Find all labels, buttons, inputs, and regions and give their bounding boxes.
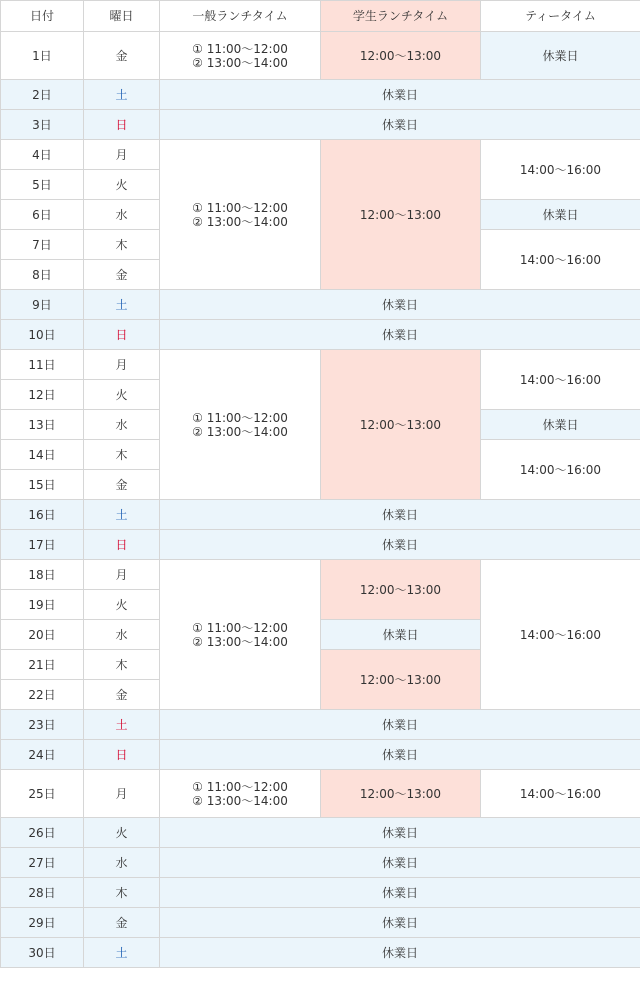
- date-cell: 26日: [1, 818, 84, 848]
- weekday-cell: 火: [84, 170, 160, 200]
- closed-cell: 休業日: [160, 710, 640, 740]
- closed-cell: 休業日: [160, 290, 640, 320]
- date-cell: 3日: [1, 110, 84, 140]
- weekday-cell: 金: [84, 680, 160, 710]
- table-row: [1, 560, 640, 590]
- date-cell: 1日: [1, 32, 84, 80]
- date-cell: 20日: [1, 620, 84, 650]
- weekday-cell: 火: [84, 818, 160, 848]
- date-cell: 13日: [1, 410, 84, 440]
- student-lunch-cell: 12:00〜13:00: [321, 350, 481, 500]
- table-row: [1, 710, 640, 740]
- table-row: [1, 32, 640, 80]
- date-cell: 30日: [1, 938, 84, 968]
- closed-cell: 休業日: [160, 740, 640, 770]
- date-cell: 23日: [1, 710, 84, 740]
- date-cell: 5日: [1, 170, 84, 200]
- tea-time-closed-cell: 休業日: [481, 32, 640, 80]
- table-row: [1, 350, 640, 380]
- tea-time-cell: 14:00〜16:00: [481, 770, 640, 818]
- weekday-cell: 月: [84, 350, 160, 380]
- student-lunch-cell: 12:00〜13:00: [321, 770, 481, 818]
- weekday-cell: 水: [84, 848, 160, 878]
- date-cell: 14日: [1, 440, 84, 470]
- weekday-cell: 火: [84, 380, 160, 410]
- general-slot-2: ② 13:00〜14:00: [192, 634, 288, 649]
- table-row: [1, 770, 640, 818]
- table-row: [1, 740, 640, 770]
- table-row: [1, 140, 640, 170]
- table-row: [1, 110, 640, 140]
- date-cell: 27日: [1, 848, 84, 878]
- general-slot-1: ① 11:00〜12:00: [192, 620, 288, 635]
- header-tea-time: ティータイム: [481, 1, 640, 32]
- general-lunch-cell: [160, 560, 321, 710]
- date-cell: 17日: [1, 530, 84, 560]
- tea-time-cell: 14:00〜16:00: [481, 350, 640, 410]
- table-row: [1, 908, 640, 938]
- weekday-cell: 土: [84, 710, 160, 740]
- general-slot-1: ① 11:00〜12:00: [192, 41, 288, 56]
- date-cell: 8日: [1, 260, 84, 290]
- table-row: [1, 938, 640, 968]
- general-lunch-cell: [160, 140, 321, 290]
- weekday-cell: 水: [84, 620, 160, 650]
- weekday-cell: 金: [84, 908, 160, 938]
- weekday-cell: 火: [84, 590, 160, 620]
- weekday-cell: 土: [84, 938, 160, 968]
- general-lunch-cell: [160, 350, 321, 500]
- date-cell: 29日: [1, 908, 84, 938]
- date-cell: 6日: [1, 200, 84, 230]
- tea-time-cell: 14:00〜16:00: [481, 230, 640, 290]
- date-cell: 10日: [1, 320, 84, 350]
- weekday-cell: 水: [84, 200, 160, 230]
- date-cell: 9日: [1, 290, 84, 320]
- general-lunch-cell: [160, 32, 321, 80]
- date-cell: 21日: [1, 650, 84, 680]
- closed-cell: 休業日: [160, 80, 640, 110]
- student-lunch-cell: 12:00〜13:00: [321, 560, 481, 620]
- weekday-cell: 日: [84, 110, 160, 140]
- weekday-cell: 土: [84, 500, 160, 530]
- weekday-cell: 日: [84, 530, 160, 560]
- table-row: [1, 500, 640, 530]
- closed-cell: 休業日: [160, 320, 640, 350]
- weekday-cell: 土: [84, 80, 160, 110]
- table-row: [1, 848, 640, 878]
- date-cell: 4日: [1, 140, 84, 170]
- closed-cell: 休業日: [160, 110, 640, 140]
- student-lunch-cell: 12:00〜13:00: [321, 650, 481, 710]
- closed-cell: 休業日: [160, 500, 640, 530]
- weekday-cell: 金: [84, 260, 160, 290]
- closed-cell: 休業日: [160, 530, 640, 560]
- weekday-cell: 木: [84, 650, 160, 680]
- date-cell: 18日: [1, 560, 84, 590]
- closed-cell: 休業日: [160, 818, 640, 848]
- date-cell: 2日: [1, 80, 84, 110]
- header-general-lunch: 一般ランチタイム: [160, 1, 321, 32]
- general-slot-1: ① 11:00〜12:00: [192, 779, 288, 794]
- general-lunch-cell: [160, 770, 321, 818]
- date-cell: 15日: [1, 470, 84, 500]
- tea-time-cell: 14:00〜16:00: [481, 440, 640, 500]
- weekday-cell: 日: [84, 320, 160, 350]
- table-row: [1, 320, 640, 350]
- closed-cell: 休業日: [160, 848, 640, 878]
- closed-cell: 休業日: [160, 878, 640, 908]
- weekday-cell: 水: [84, 410, 160, 440]
- date-cell: 28日: [1, 878, 84, 908]
- tea-time-closed-cell: 休業日: [481, 200, 640, 230]
- date-cell: 22日: [1, 680, 84, 710]
- student-lunch-closed-cell: 休業日: [321, 620, 481, 650]
- general-slot-1: ① 11:00〜12:00: [192, 200, 288, 215]
- date-cell: 11日: [1, 350, 84, 380]
- weekday-cell: 木: [84, 878, 160, 908]
- weekday-cell: 月: [84, 140, 160, 170]
- general-slot-2: ② 13:00〜14:00: [192, 214, 288, 229]
- date-cell: 19日: [1, 590, 84, 620]
- table-row: [1, 878, 640, 908]
- table-row: [1, 530, 640, 560]
- table-row: [1, 80, 640, 110]
- header-row: [1, 1, 640, 32]
- weekday-cell: 日: [84, 740, 160, 770]
- student-lunch-cell: 12:00〜13:00: [321, 140, 481, 290]
- table-row: [1, 290, 640, 320]
- weekday-cell: 月: [84, 560, 160, 590]
- tea-time-cell: 14:00〜16:00: [481, 560, 640, 710]
- weekday-cell: 金: [84, 470, 160, 500]
- closed-cell: 休業日: [160, 938, 640, 968]
- general-slot-2: ② 13:00〜14:00: [192, 55, 288, 70]
- weekday-cell: 月: [84, 770, 160, 818]
- date-cell: 24日: [1, 740, 84, 770]
- weekday-cell: 木: [84, 440, 160, 470]
- date-cell: 25日: [1, 770, 84, 818]
- tea-time-closed-cell: 休業日: [481, 410, 640, 440]
- header-date: 日付: [1, 1, 84, 32]
- student-lunch-cell: 12:00〜13:00: [321, 32, 481, 80]
- general-slot-2: ② 13:00〜14:00: [192, 424, 288, 439]
- general-slot-1: ① 11:00〜12:00: [192, 410, 288, 425]
- header-student-lunch: 学生ランチタイム: [321, 1, 481, 32]
- table-row: [1, 818, 640, 848]
- general-slot-2: ② 13:00〜14:00: [192, 793, 288, 808]
- date-cell: 12日: [1, 380, 84, 410]
- date-cell: 7日: [1, 230, 84, 260]
- closed-cell: 休業日: [160, 908, 640, 938]
- weekday-cell: 土: [84, 290, 160, 320]
- weekday-cell: 木: [84, 230, 160, 260]
- weekday-cell: 金: [84, 32, 160, 80]
- tea-time-cell: 14:00〜16:00: [481, 140, 640, 200]
- header-weekday: 曜日: [84, 1, 160, 32]
- date-cell: 16日: [1, 500, 84, 530]
